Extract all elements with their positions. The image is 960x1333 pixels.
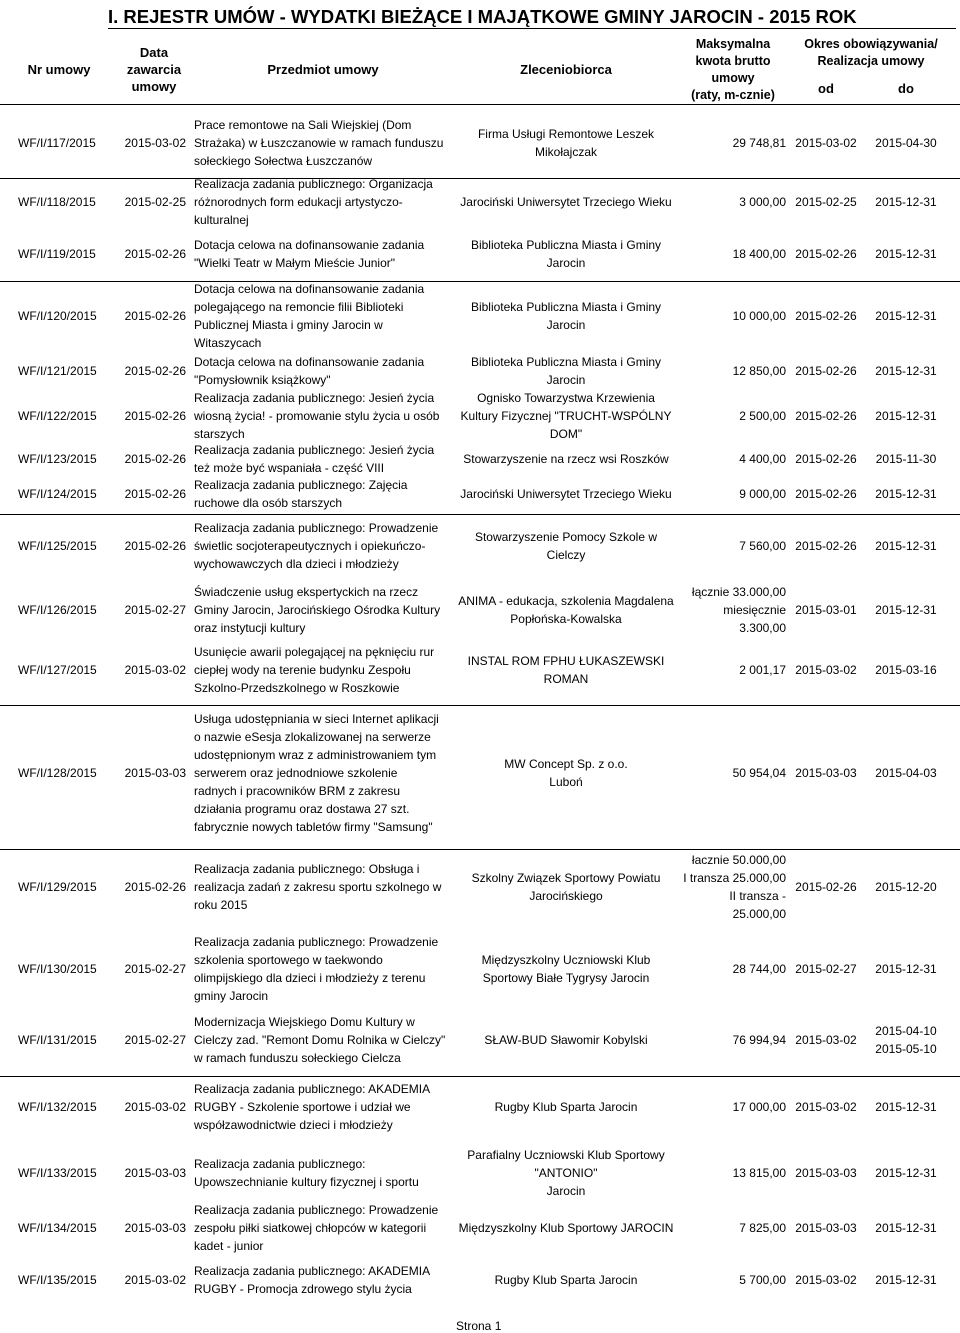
table-row bbox=[0, 846, 960, 928]
contract-amount: 18 400,00 bbox=[732, 247, 786, 261]
contract-amount: łącznie 33.000,00 miesięcznie 3.300,00 bbox=[691, 585, 786, 635]
contract-amount: 7 560,00 bbox=[739, 539, 786, 553]
contractor-name: Międzyszkolny Uczniowski Klub Sportowy Białe Tygrysy Jarocin bbox=[481, 953, 651, 985]
contract-amount: 50 954,04 bbox=[732, 766, 786, 780]
contractor-name: Jarociński Uniwersytet Trzeciego Wieku bbox=[460, 487, 672, 501]
contract-subject: Realizacja zadania publicznego: Obsługa i realizacja zadań z zakresu sportu szkolnego w roku 2015 bbox=[194, 862, 442, 912]
contractor-name: Firma Usługi Remontowe Leszek Mikołajczak bbox=[477, 127, 655, 159]
contract-amount: 28 744,00 bbox=[732, 962, 786, 976]
period-start: 2015-02-26 bbox=[795, 487, 857, 501]
table-row bbox=[0, 390, 960, 442]
contract-subject: Usunięcie awarii polegającej na pęknięciu rur ciepłej wody na terenie budynku Zespołu Szkolno-Przedszkolnego w Roszkowie bbox=[194, 645, 435, 695]
table-row bbox=[0, 1254, 960, 1306]
table-row bbox=[0, 476, 960, 512]
header-subject: Przedmiot umowy bbox=[267, 62, 379, 77]
period-end: 2015-12-31 bbox=[875, 1166, 937, 1180]
contract-date: 2015-03-03 bbox=[124, 766, 186, 780]
contract-subject: Realizacja zadania publicznego: Prowadzenie szkolenia sportowego w taekwondo olimpijskiego dla dzieci i młodzieży z terenu gminy Jarocin bbox=[194, 935, 439, 1003]
period-end: 2015-03-16 bbox=[875, 663, 937, 677]
header-period: Okres obowiązywania/ Realizacja umowy bbox=[804, 37, 938, 68]
period-end: 2015-04-03 bbox=[875, 766, 937, 780]
contract-number: WF/I/124/2015 bbox=[18, 487, 97, 501]
page-title: I. REJESTR UMÓW - WYDATKI BIEŻĄCE I MAJĄTKOWE GMINY JAROCIN - 2015 ROK bbox=[108, 6, 857, 27]
contract-amount: łacznie 50.000,00 I transza 25.000,00 II transza - 25.000,00 bbox=[683, 853, 786, 921]
contract-subject: Realizacja zadania publicznego: Prowadzenie świetlic socjoterapeutycznych i opiekuńczo- wychowawczych dla dzieci i młodzieży bbox=[194, 521, 439, 571]
period-end: 2015-04-30 bbox=[875, 136, 937, 150]
contract-subject: Modernizacja Wiejskiego Domu Kultury w Cielczy zad. "Remont Domu Rolnika w Cielczy" w ramach funduszu sołeckiego Cielcza bbox=[194, 1015, 446, 1065]
contract-subject: Realizacja zadania publicznego: AKADEMIA RUGBY - Szkolenie sportowe i udział we współzawodnictwie dzieci i młodzieży bbox=[194, 1082, 431, 1132]
period-end: 2015-12-31 bbox=[875, 409, 937, 423]
contract-number: WF/I/127/2015 bbox=[18, 663, 97, 677]
contract-date: 2015-03-02 bbox=[124, 136, 186, 150]
table-row bbox=[0, 176, 960, 228]
contract-date: 2015-02-26 bbox=[124, 880, 186, 894]
period-start: 2015-02-26 bbox=[795, 539, 857, 553]
contract-number: WF/I/125/2015 bbox=[18, 539, 97, 553]
contract-number: WF/I/120/2015 bbox=[18, 309, 97, 323]
header-rule bbox=[0, 104, 960, 105]
period-end: 2015-12-31 bbox=[875, 539, 937, 553]
contract-number: WF/I/129/2015 bbox=[18, 880, 97, 894]
contract-date: 2015-02-27 bbox=[124, 962, 186, 976]
header-do: do bbox=[898, 81, 914, 96]
contract-number: WF/I/128/2015 bbox=[18, 766, 97, 780]
row-separator bbox=[0, 849, 960, 850]
contract-amount: 10 000,00 bbox=[732, 309, 786, 323]
contract-subject: Realizacja zadania publicznego: Upowszechnianie kultury fizycznej i sportu bbox=[194, 1157, 419, 1189]
contract-number: WF/I/132/2015 bbox=[18, 1100, 97, 1114]
row-separator bbox=[0, 514, 960, 515]
period-end: 2015-12-31 bbox=[875, 309, 937, 323]
contract-date: 2015-02-25 bbox=[124, 195, 186, 209]
row-separator bbox=[0, 705, 960, 706]
contract-number: WF/I/135/2015 bbox=[18, 1273, 97, 1287]
period-end: 2015-12-31 bbox=[875, 603, 937, 617]
period-start: 2015-02-25 bbox=[795, 195, 857, 209]
period-start: 2015-02-26 bbox=[795, 409, 857, 423]
contract-number: WF/I/130/2015 bbox=[18, 962, 97, 976]
table-row bbox=[0, 280, 960, 352]
period-start: 2015-03-02 bbox=[795, 136, 857, 150]
contract-amount: 12 850,00 bbox=[732, 364, 786, 378]
contractor-name: SŁAW-BUD Sławomir Kobylski bbox=[484, 1033, 648, 1047]
period-start: 2015-03-02 bbox=[795, 1100, 857, 1114]
period-start: 2015-03-01 bbox=[795, 603, 857, 617]
contractor-name: Biblioteka Publiczna Miasta i Gminy Jarocin bbox=[470, 300, 662, 332]
contract-date: 2015-02-26 bbox=[124, 247, 186, 261]
contractor-name: Rugby Klub Sparta Jarocin bbox=[494, 1100, 638, 1114]
row-separator bbox=[0, 281, 960, 282]
contractor-name: Jarociński Uniwersytet Trzeciego Wieku bbox=[460, 195, 672, 209]
contractor-name: Biblioteka Publiczna Miasta i Gminy Jarocin bbox=[470, 238, 662, 270]
contract-amount: 17 000,00 bbox=[732, 1100, 786, 1114]
period-end: 2015-12-31 bbox=[875, 247, 937, 261]
header-nr: Nr umowy bbox=[27, 62, 91, 77]
contract-date: 2015-02-27 bbox=[124, 603, 186, 617]
header-date: Data zawarcia umowy bbox=[126, 45, 182, 94]
contract-date: 2015-02-26 bbox=[124, 487, 186, 501]
table-row bbox=[0, 700, 960, 846]
period-end: 2015-12-31 bbox=[875, 1221, 937, 1235]
table-row bbox=[0, 640, 960, 700]
contract-number: WF/I/117/2015 bbox=[18, 136, 96, 150]
period-start: 2015-03-02 bbox=[795, 663, 857, 677]
contract-subject: Dotacja celowa na dofinansowanie zadania "Pomysłownik książkowy" bbox=[194, 355, 425, 387]
contract-subject: Prace remontowe na Sali Wiejskiej (Dom Strażaka) w Łuszczanowie w ramach funduszu sołeckiego Sołectwa Łuszczanów bbox=[194, 118, 444, 168]
contract-subject: Realizacja zadania publicznego: Jesień życia wiosną życia! - promowanie stylu życia u osób starszych bbox=[194, 391, 440, 441]
contract-subject: Realizacja zadania publicznego: Organizacja różnorodnych form edukacji artystyczo- kulturalnej bbox=[194, 177, 433, 227]
contract-amount: 2 001,17 bbox=[739, 663, 786, 677]
contract-amount: 9 000,00 bbox=[739, 487, 786, 501]
period-start: 2015-02-26 bbox=[795, 247, 857, 261]
period-start: 2015-02-26 bbox=[795, 452, 857, 466]
period-end: 2015-12-20 bbox=[875, 880, 937, 894]
contract-amount: 3 000,00 bbox=[739, 195, 786, 209]
contract-amount: 2 500,00 bbox=[739, 409, 786, 423]
contractor-name: Stowarzyszenie na rzecz wsi Roszków bbox=[463, 452, 669, 466]
contract-number: WF/I/119/2015 bbox=[18, 247, 96, 261]
period-end: 2015-12-31 bbox=[875, 195, 937, 209]
period-end: 2015-12-31 bbox=[875, 364, 937, 378]
period-end: 2015-04-10 2015-05-10 bbox=[875, 1024, 937, 1056]
contractor-name: Ognisko Towarzystwa Krzewienia Kultury Fizycznej "TRUCHT-WSPÓLNY DOM" bbox=[460, 391, 672, 441]
contract-subject: Świadczenie usług ekspertyckich na rzecz Gminy Jarocin, Jarocińskiego Ośrodka Kultury oraz instytucji kultury bbox=[194, 585, 441, 635]
contract-subject: Dotacja celowa na dofinansowanie zadania "Wielki Teatr w Małym Mieście Junior" bbox=[194, 238, 425, 270]
contractor-name: Rugby Klub Sparta Jarocin bbox=[494, 1273, 638, 1287]
contractor-name: Szkolny Związek Sportowy Powiatu Jarocińskiego bbox=[471, 871, 661, 903]
period-end: 2015-12-31 bbox=[875, 962, 937, 976]
contract-subject: Usługa udostępniania w sieci Internet aplikacji o nazwie eSesja zlokalizowanej na serwerze udostępnionym wraz z administrowaniem tym serwerem oraz jednodniowe szkolenie radnych i pracowników BRM z zakresu działania programu oraz dostawa 27 szt. fabrycznie nowych tabletów firmy "Samsung" bbox=[194, 712, 439, 834]
period-start: 2015-02-27 bbox=[795, 962, 857, 976]
contract-subject: Dotacja celowa na dofinansowanie zadania polegającego na remoncie filii Biblioteki Publicznej Miasta i gminy Jarocin w Witaszycach bbox=[194, 282, 425, 350]
contractor-name: Biblioteka Publiczna Miasta i Gminy Jarocin bbox=[470, 355, 662, 387]
table-row bbox=[0, 928, 960, 1010]
period-start: 2015-02-26 bbox=[795, 309, 857, 323]
contract-number: WF/I/122/2015 bbox=[18, 409, 97, 423]
contract-number: WF/I/134/2015 bbox=[18, 1221, 97, 1235]
contract-subject: Realizacja zadania publicznego: Jesień życia też może być wspaniała - część VIII bbox=[194, 443, 435, 475]
contract-number: WF/I/118/2015 bbox=[18, 195, 96, 209]
contract-date: 2015-02-26 bbox=[124, 539, 186, 553]
contract-subject: Realizacja zadania publicznego: Zajęcia ruchowe dla osób starszych bbox=[194, 478, 408, 510]
contractor-name: Międzyszkolny Klub Sportowy JAROCIN bbox=[458, 1221, 674, 1235]
header-contractor: Zleceniobiorca bbox=[520, 62, 612, 77]
contract-amount: 29 748,81 bbox=[732, 136, 786, 150]
contract-date: 2015-03-02 bbox=[124, 1273, 186, 1287]
table-row bbox=[0, 580, 960, 640]
contract-date: 2015-03-03 bbox=[124, 1221, 186, 1235]
contractor-name: MW Concept Sp. z o.o. Luboń bbox=[504, 757, 628, 789]
contractor-name: INSTAL ROM FPHU ŁUKASZEWSKI ROMAN bbox=[467, 654, 665, 686]
period-end: 2015-11-30 bbox=[875, 452, 937, 466]
contractor-name: Parafialny Uczniowski Klub Sportowy "ANTONIO" Jarocin bbox=[467, 1148, 665, 1198]
period-end: 2015-12-31 bbox=[875, 1100, 937, 1114]
contract-date: 2015-02-26 bbox=[124, 409, 186, 423]
contract-date: 2015-02-27 bbox=[124, 1033, 186, 1047]
contractor-name: Stowarzyszenie Pomocy Szkole w Cielczy bbox=[474, 530, 658, 562]
period-start: 2015-03-03 bbox=[795, 766, 857, 780]
contract-number: WF/I/121/2015 bbox=[18, 364, 97, 378]
table-row bbox=[0, 1010, 960, 1070]
contract-number: WF/I/123/2015 bbox=[18, 452, 97, 466]
contract-subject: Realizacja zadania publicznego: Prowadzenie zespołu piłki siatkowej chłopców w kategorii kadet - junior bbox=[194, 1203, 439, 1253]
page-footer: Strona 1 bbox=[456, 1319, 502, 1333]
header-od: od bbox=[818, 81, 834, 96]
contractor-name: ANIMA - edukacja, szkolenia Magdalena Popłońska-Kowalska bbox=[458, 594, 674, 626]
period-start: 2015-03-02 bbox=[795, 1273, 857, 1287]
period-start: 2015-02-26 bbox=[795, 880, 857, 894]
contract-date: 2015-02-26 bbox=[124, 364, 186, 378]
table-row bbox=[0, 442, 960, 476]
contract-amount: 76 994,94 bbox=[732, 1033, 786, 1047]
period-start: 2015-03-03 bbox=[795, 1166, 857, 1180]
period-end: 2015-12-31 bbox=[875, 1273, 937, 1287]
header-amount: Maksymalna kwota brutto umowy (raty, m-cznie) bbox=[691, 37, 775, 102]
table-row bbox=[0, 352, 960, 390]
contract-amount: 5 700,00 bbox=[739, 1273, 786, 1287]
table-row bbox=[0, 1070, 960, 1144]
table-row bbox=[0, 512, 960, 580]
period-start: 2015-03-03 bbox=[795, 1221, 857, 1235]
period-start: 2015-03-02 bbox=[795, 1033, 857, 1047]
contract-date: 2015-03-02 bbox=[124, 1100, 186, 1114]
contract-amount: 4 400,00 bbox=[739, 452, 786, 466]
period-start: 2015-02-26 bbox=[795, 364, 857, 378]
contract-date: 2015-02-26 bbox=[124, 309, 186, 323]
contract-date: 2015-03-03 bbox=[124, 1166, 186, 1180]
contract-date: 2015-02-26 bbox=[124, 452, 186, 466]
row-separator bbox=[0, 178, 960, 179]
contract-number: WF/I/126/2015 bbox=[18, 603, 97, 617]
title-rule bbox=[108, 28, 956, 29]
table-row bbox=[0, 1144, 960, 1202]
table-row bbox=[0, 228, 960, 280]
row-separator bbox=[0, 1076, 960, 1077]
contract-number: WF/I/133/2015 bbox=[18, 1166, 97, 1180]
contract-number: WF/I/131/2015 bbox=[18, 1033, 97, 1047]
table-row bbox=[0, 1202, 960, 1254]
contract-amount: 13 815,00 bbox=[732, 1166, 786, 1180]
contract-date: 2015-03-02 bbox=[124, 663, 186, 677]
period-end: 2015-12-31 bbox=[875, 487, 937, 501]
contract-amount: 7 825,00 bbox=[739, 1221, 786, 1235]
table-row bbox=[0, 110, 960, 176]
contract-subject: Realizacja zadania publicznego: AKADEMIA RUGBY - Promocja zdrowego stylu życia bbox=[194, 1264, 431, 1296]
